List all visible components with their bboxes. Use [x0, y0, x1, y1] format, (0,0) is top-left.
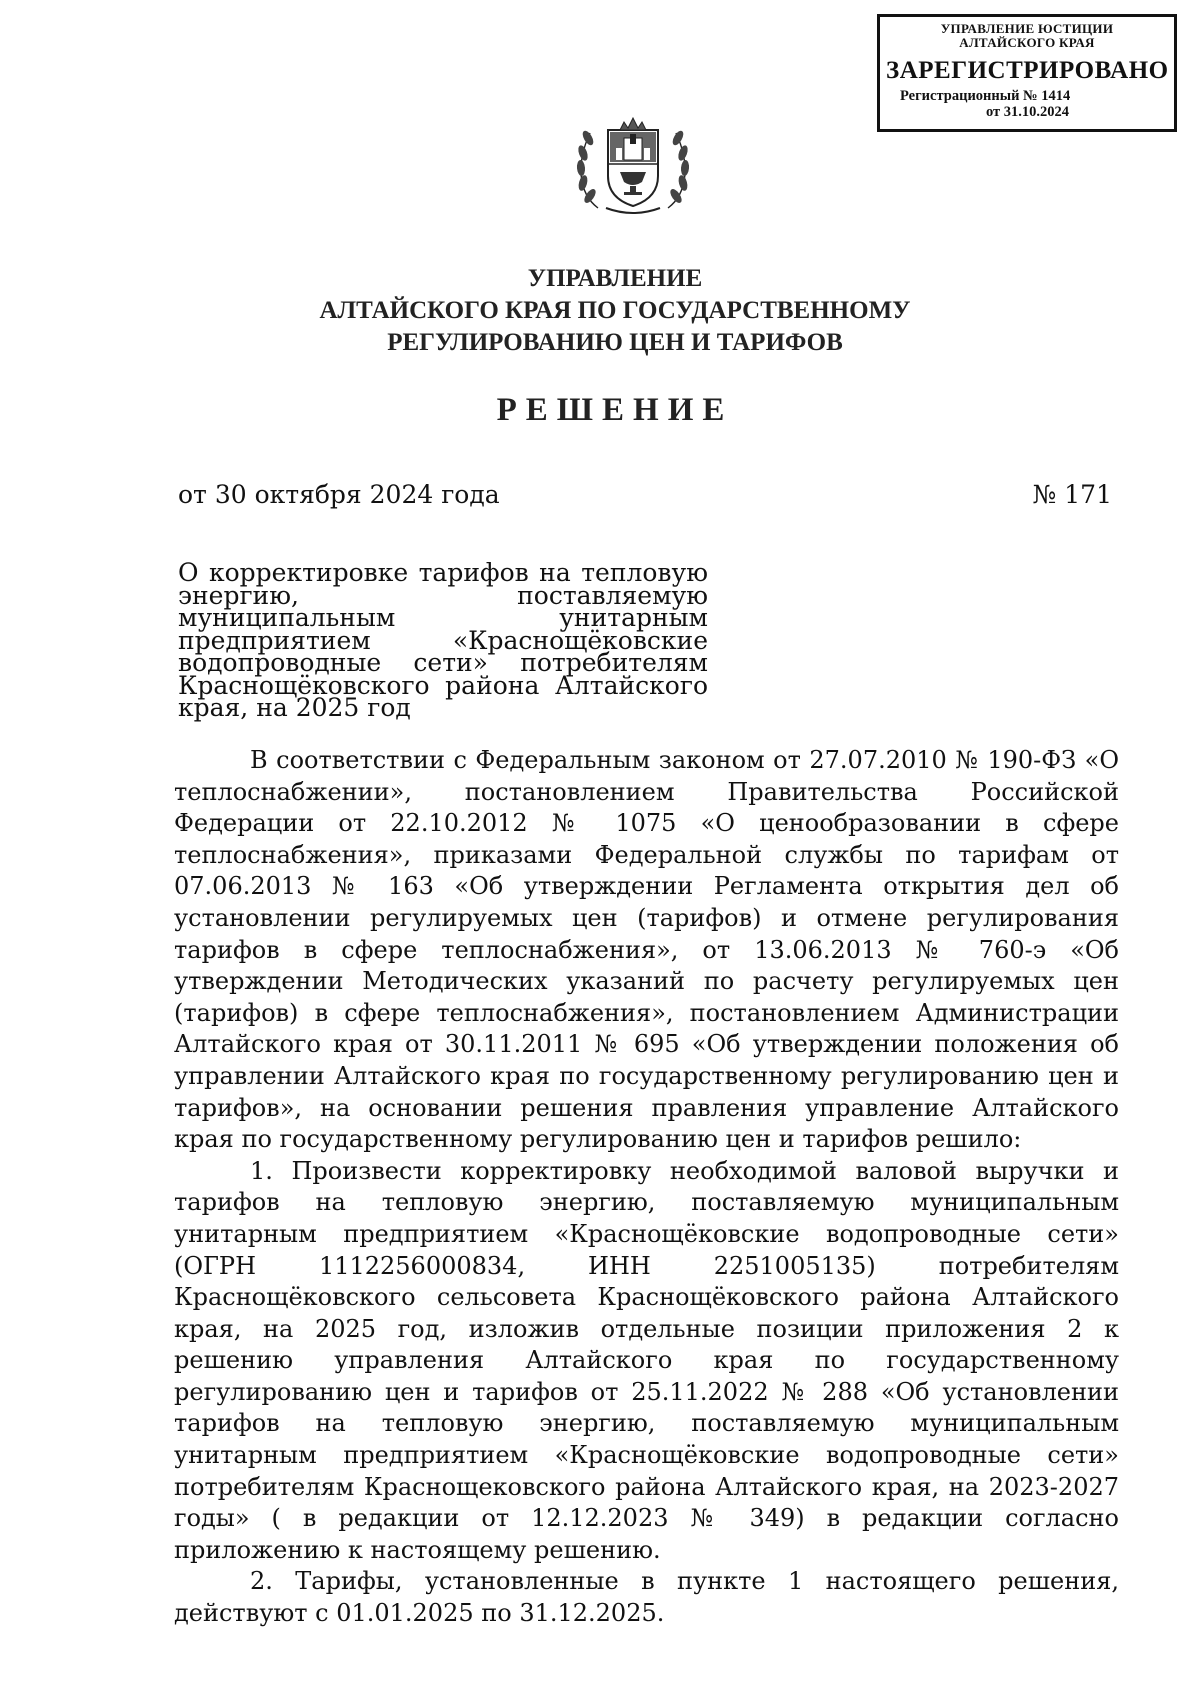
- registration-stamp: [877, 14, 1177, 132]
- stamp-status: ЗАРЕГИСТРИРОВАНО: [886, 57, 1169, 84]
- clause-2-paragraph: 2. Тарифы, установленные в пункте 1 настоящего решения, действуют с 01.01.2025 по 31.12.2025.: [174, 1567, 1119, 1628]
- stamp-org-line1: УПРАВЛЕНИЕ ЮСТИЦИИ: [940, 21, 1114, 36]
- issuing-authority-header: [150, 263, 1080, 359]
- header-line2: АЛТАЙСКОГО КРАЯ ПО ГОСУДАРСТВЕННОМУ: [319, 297, 911, 324]
- clause-1-paragraph: 1. Произвести корректировку необходимой валовой выручки и тарифов на тепловую энергию, поставляемую муниципальным унитарным предприятием «Краснощёковские водопроводные сети» (ОГРН 1112256000834, ИНН 2251005135) потребителям Краснощёковского сельсовета Краснощёковского района Алтайского края, на 2025 год, изложив отдельные позиции приложения 2 к решению управления Алтайского края по государственному регулированию цен и тарифов от 25.11.2022 № 288 «Об установлении тарифов на тепловую энергию, поставляемую муниципальным унитарным предприятием «Краснощёковские водопроводные сети» потребителям Краснощековского района Алтайского края, на 2023-2027 годы» ( в редакции от 12.12.2023 № 349) в редакции согласно приложению к настоящему решению.: [174, 1156, 1119, 1564]
- document-subject: О корректировке тарифов на тепловую энергию, поставляемую муниципальным унитарным предприятием «Краснощёковские водопроводные сети» потребителям Краснощёковского района Алтайского края, на 2025 год: [178, 558, 708, 722]
- header-line1: УПРАВЛЕНИЕ: [527, 265, 703, 292]
- stamp-org-line2: АЛТАЙСКОГО КРАЯ: [959, 35, 1095, 50]
- stamp-reg-date: от 31.10.2024: [986, 104, 1070, 120]
- preamble-paragraph: В соответствии с Федеральным законом от 27.07.2010 № 190-ФЗ «О теплоснабжении», постановлением Правительства Российской Федерации от 22.10.2012 № 1075 «О ценообразовании в сфере теплоснабжения», приказами Федеральной службы по тарифам от 07.06.2013 № 163 «Об утверждении Регламента открытия дел об установлении регулируемых цен (тарифов) и отмене регулирования тарифов в сфере теплоснабжения», от 13.06.2013 № 760-э «Об утверждении Методических указаний по расчету регулируемых цен (тарифов) в сфере теплоснабжения», постановлением Администрации Алтайского края от 30.11.2011 № 695 «Об утверждении положения об управлении Алтайского края по государственному регулированию цен и тарифов», на основании решения правления управление Алтайского края по государственному регулированию цен и тарифов решило:: [174, 746, 1119, 1154]
- document-date: от 30 октября 2024 года: [178, 480, 500, 509]
- document-body: [174, 745, 1119, 1630]
- coat-of-arms-icon: [568, 108, 698, 220]
- document-number: № 171: [1032, 480, 1112, 509]
- header-line3: РЕГУЛИРОВАНИЮ ЦЕН И ТАРИФОВ: [387, 329, 843, 356]
- stamp-reg-number: Регистрационный № 1414: [900, 88, 1071, 104]
- document-type-title: РЕШЕНИЕ: [496, 392, 734, 428]
